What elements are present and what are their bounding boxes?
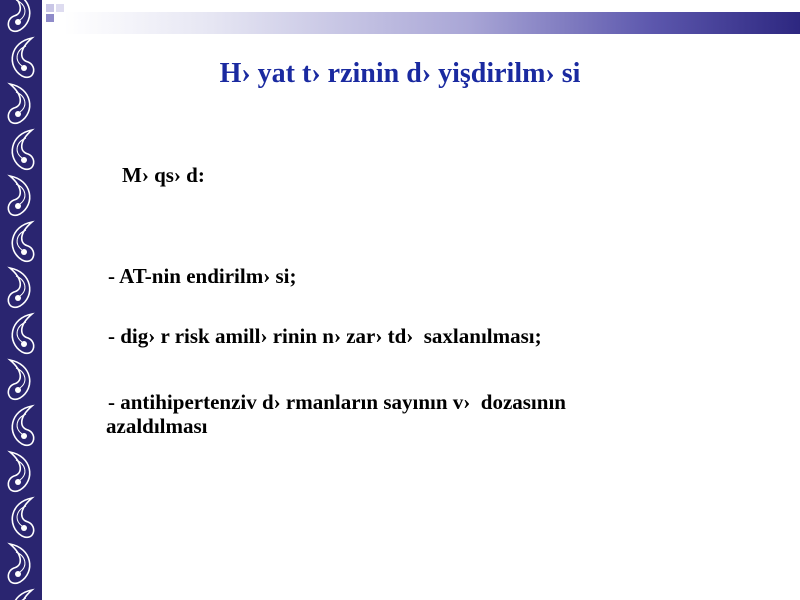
bullet-3: - antihipertenziv d› rmanların sayının v› dozasının <box>108 390 566 414</box>
bullet-2: - dig› r risk amill› rinin n› zar› td› saxlanılması; <box>108 324 542 348</box>
paisley-border <box>0 0 42 600</box>
decor-square <box>46 14 54 22</box>
bullet-3-continued: azaldılması <box>106 414 208 438</box>
decor-square <box>46 4 54 12</box>
decor-square <box>56 4 64 12</box>
slide-title: H› yat t› rzinin d› yişdirilm› si <box>219 58 581 89</box>
subtitle: M› qs› d: <box>122 163 205 187</box>
bullet-1: - AT-nin endirilm› si; <box>108 264 297 288</box>
top-gradient-bar <box>64 12 800 34</box>
paisley-pattern <box>0 0 42 600</box>
